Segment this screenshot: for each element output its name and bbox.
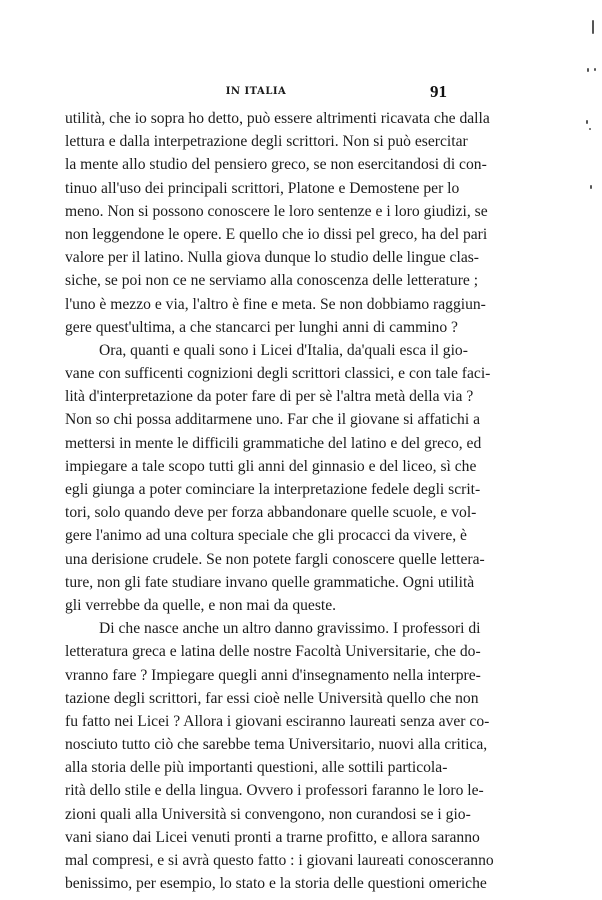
text-line: egli giunga a poter cominciare la interpretazione fedele degli scrit- (65, 481, 481, 498)
text-line: fu fatto nei Licei ? Allora i giovani esciranno laureati senza aver co- (65, 712, 490, 730)
body-text (65, 107, 494, 895)
text-line: la mente allo studio del pensiero greco, se non esercitandosi di con- (65, 156, 487, 174)
text-line: l'uno è mezzo e via, l'altro è fine e meta. Se non dobbiamo raggiun- (65, 295, 486, 313)
text-line: lità d'interpretazione da poter fare di per sè l'altra metà della via ? (65, 388, 474, 406)
text-line: una derisione crudele. Se non potete fargli conoscere quelle lettera- (65, 550, 485, 568)
text-line: zioni quali alla Università si convengono, non curandosi se i gio- (65, 805, 471, 823)
text-line: tinuo all'uso dei principali scrittori, Platone e Demostene per lo (65, 179, 460, 197)
text-line: utilità, che io sopra ho detto, può essere altrimenti ricavata che dalla (65, 110, 490, 127)
text-line: gli verrebbe da quelle, e non mai da queste. (65, 596, 337, 614)
text-line: vane con sufficenti cognizioni degli scrittori classici, e con tale faci- (65, 365, 491, 383)
text-line: Non so chi possa additarmene uno. Far che il giovane si affatichi a (65, 411, 480, 429)
text-line: impiegare a tale scopo tutti gli anni del ginnasio e del liceo, sì che (65, 457, 477, 475)
page-number: 91 (430, 82, 447, 101)
text-line: benissimo, per esempio, lo stato e la storia delle questioni omeriche (65, 875, 487, 893)
text-line: vani siano dai Licei venuti pronti a trarne profitto, e allora saranno (65, 828, 480, 846)
text-line: alla storia delle più importanti questioni, alle sottili particola- (65, 759, 448, 777)
scan-margin-specks (542, 0, 602, 900)
running-head: IN ITALIA (225, 86, 287, 97)
text-line: siche, se poi non ce ne serviamo alla conoscenza delle letterature ; (65, 272, 479, 290)
text-line: Ora, quanti e quali sono i Licei d'Italia, da'quali esca il gio- (99, 341, 468, 359)
text-line: tazione degli scrittori, far essi cioè nelle Università quello che non (65, 689, 479, 707)
text-line: nosciuto tutto ciò che sarebbe tema Universitario, nuovi alla critica, (65, 736, 488, 754)
text-line: gere quest'ultima, a che stancarci per lunghi anni di cammino ? (65, 318, 458, 336)
text-line: lettura e dalla interpetrazione degli scrittori. Non si può esercitar (65, 133, 468, 151)
text-line: gere l'animo ad una coltura speciale che gli procacci da vivere, è (65, 527, 467, 545)
text-line: valore per il latino. Nulla giova dunque lo studio delle lingue clas- (65, 249, 479, 267)
page-header (65, 82, 447, 102)
text-line: tori, solo quando deve per forza abbandonare quelle scuole, e vol- (65, 504, 477, 522)
text-line: mettersi in mente le difficili grammatiche del latino e del greco, ed (65, 434, 482, 452)
text-line: ture, non gli fate studiare invano quelle grammatiche. Ogni utilità (65, 573, 475, 591)
text-line: rità dello stile e della lingua. Ovvero i professori faranno le loro le- (65, 782, 484, 800)
text-line: mal compresi, e si avrà questo fatto : i giovani laureati conosceranno (65, 852, 494, 869)
text-line: Di che nasce anche un altro danno gravissimo. I professori di (99, 620, 481, 638)
text-line: meno. Non si possono conoscere le loro sentenze e i loro giudizi, se (65, 202, 488, 220)
text-line: letteratura greca e latina delle nostre Facoltà Universitarie, che do- (65, 643, 481, 661)
text-line: vranno fare ? Impiegare quegli anni d'insegnamento nella interpre- (65, 666, 481, 684)
text-line: non leggendone le opere. E quello che io dissi pel greco, ha del pari (65, 225, 488, 243)
